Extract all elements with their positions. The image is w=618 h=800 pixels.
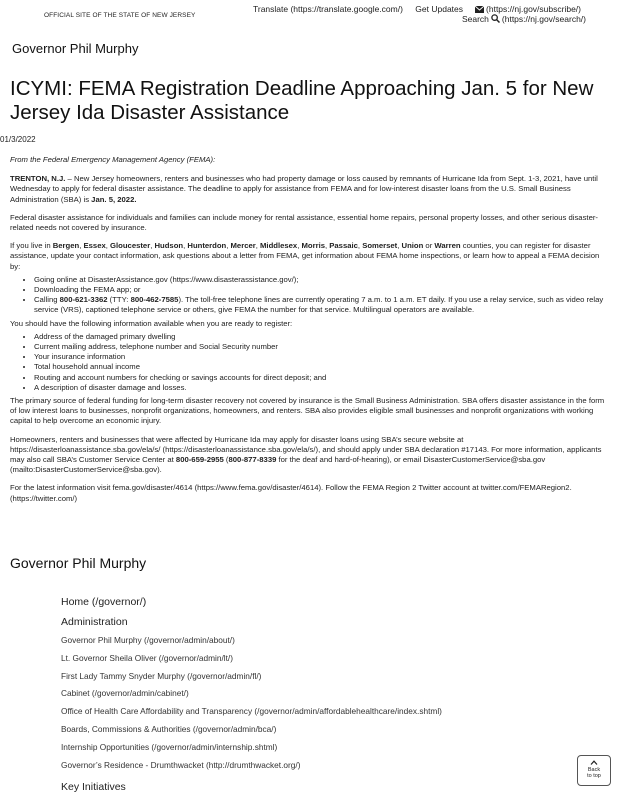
list-item[interactable]: • Going online at DisasterAssistance.gov (https://www.disasterassistance.gov/);: [34, 275, 608, 285]
nav-section-key-initiatives: Key Initiatives: [61, 781, 126, 793]
list-item: • Routing and account numbers for checking or savings accounts for direct deposit; and: [34, 373, 608, 383]
chevron-up-icon: [590, 760, 598, 765]
paragraph-assistance: Federal disaster assistance for individuals and families can include money for rental assistance, essential home repairs, personal property losses, and other serious disaster-related needs not covered by insurance.: [10, 212, 598, 233]
nav-admin-link[interactable]: Cabinet (/governor/admin/cabinet/): [61, 688, 189, 699]
county-name: Somerset: [362, 241, 398, 251]
county-name: Morris: [301, 241, 325, 251]
official-site-label: OFFICIAL SITE OF THE STATE OF NEW JERSEY: [44, 12, 196, 19]
register-methods-list: [34, 275, 608, 316]
site-title[interactable]: Governor Phil Murphy: [12, 41, 139, 56]
admin-links-list: [61, 634, 581, 776]
top-links: [253, 4, 601, 14]
info-needed-list: [34, 332, 608, 393]
list-item: • Your insurance information: [34, 352, 608, 362]
nav-admin-link[interactable]: Office of Health Care Affordability and Transparency (/governor/admin/affordablehealthcare/index.shtml): [61, 706, 442, 717]
nav-admin-link[interactable]: Governor’s Residence - Drumthwacket (http://drumthwacket.org/): [61, 759, 301, 770]
paragraph-info-needed: You should have the following information available when you are ready to register:: [10, 318, 293, 328]
article-body: [10, 155, 608, 512]
paragraph-sba: The primary source of federal funding for long-term disaster recovery not covered by insurance is the Small Business Administration. SBA offers disaster assistance in the form of low interest loans to businesses, nonprofit organizations, homeowners, and renters. SBA also provides eligible small businesses and nonprofit organizations with working capital to help overcome an economic injury.: [10, 396, 605, 426]
footer-title: Governor Phil Murphy: [10, 555, 147, 571]
county-name: Hudson: [154, 241, 184, 251]
search-link[interactable]: Search (https://nj.gov/search/): [461, 14, 586, 24]
paragraph-sba-loans: Homeowners, renters and businesses that were affected by Hurricane Ida may apply for disaster loans using SBA’s secure website at https://disasterloanassistance.sba.gov/ela/s/ (https://disasterloanassistance.sba.gov/ela/s/), and should apply under SBA declaration #17143. For more information, applicants may also call SBA’s Customer Service Center at 800-659-2955 (800-877-8339 for the deaf and hard-of-hearing), or email DisasterCustomerService@sba.gov (mailto:DisasterCustomerService@sba.gov).: [10, 434, 602, 475]
nav-admin-link[interactable]: Boards, Commissions & Authorities (/governor/admin/bca/): [61, 723, 277, 734]
search-icon: [491, 14, 500, 23]
paragraph-counties: If you live in Bergen, Essex, Gloucester, Hudson, Hunterdon, Mercer, Middlesex, Morris, Passaic, Somerset, Union or Warren counties, you can register for disaster assistance, update your contact information, ask questions about a letter from FEMA, get information about FEMA home inspections, or learn how to appeal a FEMA decision by:: [10, 241, 600, 271]
list-item: • Total household annual income: [34, 362, 608, 372]
article-title: ICYMI: FEMA Registration Deadline Approaching Jan. 5 for New Jersey Ida Disaster Assistance: [10, 77, 594, 124]
footer-nav: [61, 596, 581, 793]
county-name: Hunterdon: [187, 241, 227, 251]
list-item: • Address of the damaged primary dwelling: [34, 332, 608, 342]
get-updates-link[interactable]: Get Updates (https://nj.gov/subscribe/): [415, 4, 581, 14]
county-warren: Warren: [434, 241, 461, 251]
article-date: 01/3/2022: [0, 135, 36, 144]
county-list: Bergen, Essex, Gloucester, Hudson, Hunterdon, Mercer, Middlesex, Morris, Passaic, Somerset, Union: [52, 241, 424, 251]
county-name: Gloucester: [110, 241, 151, 251]
nav-home-link[interactable]: Home (/governor/): [61, 596, 147, 608]
nav-admin-link[interactable]: Internship Opportunities (/governor/admin/internship.shtml): [61, 741, 278, 752]
county-name: Bergen: [52, 241, 80, 251]
translate-link[interactable]: Translate (https://translate.google.com/): [253, 4, 403, 14]
county-name: Union: [401, 241, 424, 251]
top-bar: [0, 0, 618, 30]
nav-section-administration: Administration: [61, 616, 128, 628]
paragraph-latest-info: For the latest information visit fema.gov/disaster/4614 (https://www.fema.gov/disaster/4614). Follow the FEMA Region 2 Twitter account at twitter.com/FEMARegion2. (https://twitter.com/): [10, 483, 572, 503]
county-name: Middlesex: [260, 241, 298, 251]
county-name: Passaic: [329, 241, 358, 251]
list-item: • Downloading the FEMA app; or: [34, 285, 608, 295]
county-name: Mercer: [230, 241, 256, 251]
nav-admin-link[interactable]: Governor Phil Murphy (/governor/admin/about/): [61, 635, 235, 645]
nav-admin-link[interactable]: First Lady Tammy Snyder Murphy (/governor/admin/fl/): [61, 670, 262, 681]
back-to-top-button[interactable]: Back to top: [577, 755, 611, 786]
nav-admin-link[interactable]: Lt. Governor Sheila Oliver (/governor/admin/lt/): [61, 652, 233, 663]
list-item: • Calling 800-621-3362 (TTY: 800-462-7585). The toll-free telephone lines are currently operating 7 a.m. to 1 a.m. ET daily. If you use a relay service, such as video relay service (VRS), captioned telephone service or others, give FEMA the number for that service. Multilingual operators are available.: [34, 295, 608, 315]
article-source: From the Federal Emergency Management Agency (FEMA):: [10, 155, 216, 164]
county-name: Essex: [83, 241, 106, 251]
list-item: • Current mailing address, telephone number and Social Security number: [34, 342, 608, 352]
list-item: • A description of disaster damage and losses.: [34, 383, 608, 393]
envelope-icon: [475, 6, 484, 13]
paragraph-deadline: TRENTON, N.J. – New Jersey homeowners, renters and businesses who had property damage or loss caused by remnants of Hurricane Ida from Sept. 1-3, 2021, have until Wednesday to apply for federal disaster assistance. The deadline to apply for assistance from FEMA and for low-interest disaster loans from the U.S. Small Business Administration (SBA) is Jan. 5, 2022.: [10, 174, 598, 204]
